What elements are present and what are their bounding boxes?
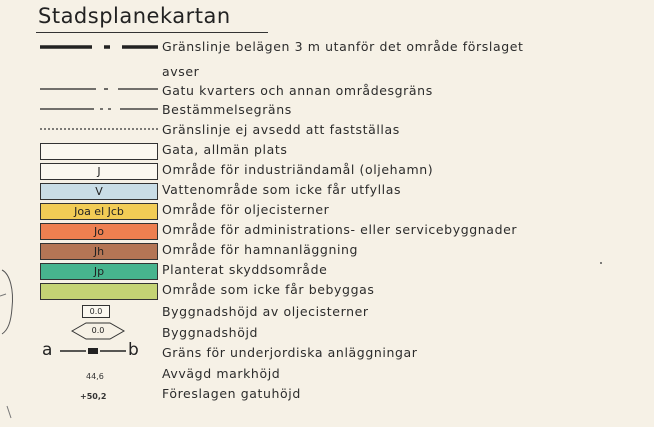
legend-desc-6: Vattenområde som icke får utfyllas [162, 182, 402, 197]
legend-desc-8: Område för administrations- eller servicebyggnader [162, 222, 518, 237]
legend-desc-3: Gränslinje ej avsedd att fastställas [162, 122, 400, 137]
unconfirmed-boundary-symbol [38, 124, 160, 134]
building-height-code: 0.0 [91, 326, 105, 335]
planted-swatch [40, 263, 158, 280]
legend-desc-7: Område för oljecisterner [162, 202, 330, 217]
regulation-boundary-symbol [38, 103, 160, 115]
oil-tank-code: Joa el Jcb [74, 205, 124, 218]
admin-code: Jo [94, 225, 104, 238]
legend-desc-15: Avvägd markhöjd [162, 366, 281, 381]
legend-desc-13: Byggnadshöjd [162, 325, 259, 340]
legend-desc-12: Byggnadshöjd av oljecisterner [162, 304, 369, 319]
harbor-code: Jh [93, 245, 105, 258]
admin-swatch [40, 223, 158, 240]
water-code: V [95, 185, 103, 198]
legend-desc-4: Gata, allmän plats [162, 142, 288, 157]
title-underline [36, 32, 268, 33]
harbor-swatch [40, 243, 158, 260]
legend-desc-14: Gräns för underjordiska anläggningar [162, 345, 418, 360]
industrial-code: J [97, 165, 101, 178]
area-boundary-symbol [38, 83, 160, 95]
map-tick [4, 404, 14, 424]
legend-desc-11: Område som icke får bebyggas [162, 282, 375, 297]
tank-height-symbol [82, 305, 110, 318]
legend-desc-2: Bestämmelsegräns [162, 102, 292, 117]
industrial-swatch [40, 163, 158, 180]
water-swatch [40, 183, 158, 200]
stray-dot [600, 262, 602, 264]
planted-code: Jp [93, 265, 105, 278]
no-build-swatch [40, 283, 158, 300]
oil-tank-swatch [40, 203, 158, 220]
underground-left-label: a [42, 340, 53, 360]
ground-level-code: 44,6 [86, 372, 104, 381]
legend-desc-0: Gränslinje belägen 3 m utanför det område förslaget [162, 39, 524, 54]
legend-desc-1: Gatu kvarters och annan områdesgräns [162, 83, 433, 98]
street-level-code: +50,2 [80, 392, 107, 401]
legend-desc-0b: avser [162, 64, 200, 79]
legend-title: Stadsplanekartan [38, 4, 231, 28]
tank-height-code: 0.0 [89, 307, 103, 316]
boundary-3m-symbol [38, 40, 160, 54]
legend-desc-9: Område för hamnanläggning [162, 242, 359, 257]
map-fragment [0, 260, 20, 340]
underground-right-label: b [128, 340, 139, 360]
legend-desc-16: Föreslagen gatuhöjd [162, 386, 301, 401]
legend-desc-10: Planterat skyddsområde [162, 262, 328, 277]
street-swatch [40, 143, 158, 160]
underground-boundary-symbol [58, 344, 128, 358]
legend-desc-5: Område för industriändamål (oljehamn) [162, 162, 434, 177]
